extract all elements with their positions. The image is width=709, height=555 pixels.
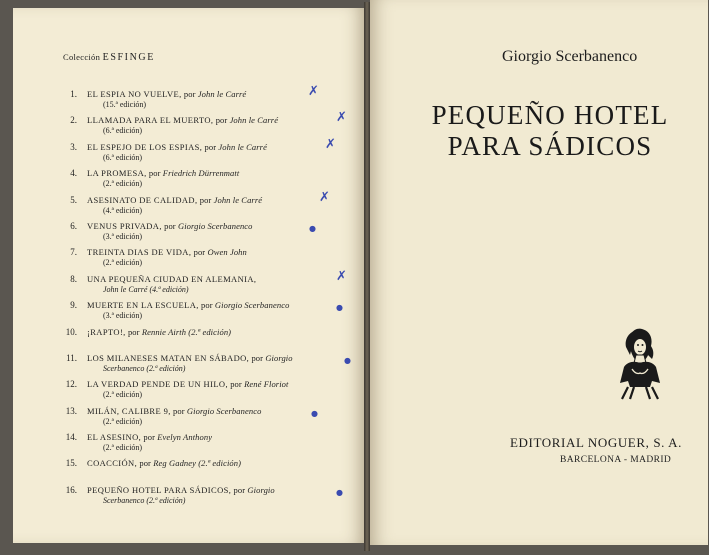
list-item-title-line [87, 353, 293, 363]
collection-name: ESFINGE [102, 52, 155, 63]
list-item-title-line [87, 247, 247, 257]
list-item-edition: Scerbanenco (2.ª edición) [103, 495, 186, 505]
list-item-title: ¡RAPTO!, [87, 326, 126, 337]
list-item-author: Reg Gadney (2.ª edición) [153, 458, 242, 469]
list-item-title: LLAMADA PARA EL MUERTO, [87, 115, 214, 126]
list-item-edition: (2.ª edición) [103, 258, 143, 268]
list-item-edition: (15.ª edición) [103, 100, 147, 109]
list-item-by: por [230, 379, 242, 390]
list-item [57, 300, 357, 326]
list-item-edition: (2.ª edición) [103, 416, 143, 426]
pen-dot-mark: ● [309, 223, 316, 233]
list-item [57, 268, 357, 300]
list-item-number: 9. [70, 300, 77, 311]
list-item-title: EL ASESINO, [87, 432, 142, 443]
pen-check-mark: ✗ [308, 84, 319, 99]
list-item [57, 379, 357, 405]
sphinx-emblem-icon [616, 325, 664, 406]
list-item-by: por [183, 89, 196, 99]
list-item-title-line [87, 142, 267, 152]
list-item-title: LA VERDAD PENDE DE UN HILO, [87, 379, 228, 390]
list-item-number: 7. [70, 247, 77, 258]
list-item-number: 16. [65, 484, 77, 495]
list-item-by: por [215, 115, 228, 126]
list-item-edition: John le Carré (4.ª edición) [103, 284, 189, 294]
list-item-title-line [87, 379, 288, 389]
list-item-edition: (2.ª edición) [103, 443, 143, 453]
pen-check-mark: ✗ [319, 189, 330, 205]
title-page-author: Giorgio Scerbanenco [502, 48, 638, 65]
list-item-number: 4. [70, 168, 77, 179]
list-item-edition: Scerbanenco (2.ª edición) [103, 363, 186, 373]
list-item [57, 485, 357, 511]
list-item-author: Owen John [207, 247, 247, 258]
list-item-title-line [87, 89, 246, 99]
list-item-number: 5. [70, 194, 77, 205]
pen-check-mark: ✗ [336, 110, 347, 126]
list-item-by: por [199, 194, 212, 205]
right-page [370, 0, 708, 545]
list-item [57, 432, 357, 458]
pen-dot-mark: ● [311, 408, 318, 418]
list-item-by: por [143, 432, 156, 443]
list-item-author: Giorgio [265, 352, 293, 363]
list-item-number: 12. [65, 379, 77, 390]
list-item [57, 458, 357, 484]
list-item-title-line [87, 300, 289, 310]
list-item-number: 3. [70, 141, 77, 152]
list-item-edition: (6.ª edición) [103, 126, 143, 136]
list-item-by: por [148, 168, 161, 179]
list-item-by: por [139, 458, 151, 469]
list-item-title-line [87, 327, 231, 337]
list-item [57, 221, 357, 247]
list-item-author: Giorgio Scerbanenco [186, 405, 262, 416]
list-item-title-line [87, 274, 256, 284]
list-item [57, 406, 357, 432]
list-item-title-line [87, 458, 241, 468]
list-item-number: 10. [65, 326, 77, 337]
list-item [57, 136, 357, 168]
list-item-author: John le Carré [218, 141, 267, 152]
book-title [425, 100, 675, 162]
pen-check-mark: ✗ [336, 268, 347, 284]
list-item-by: por [201, 300, 213, 311]
list-item-author: Giorgio Scerbanenco [214, 300, 290, 311]
list-item-title: UNA PEQUEÑA CIUDAD EN ALEMANIA, [87, 273, 257, 284]
book-spread [8, 0, 708, 551]
list-item-author: Rennie Airth (2.ª edición) [141, 326, 232, 337]
list-item-author: Giorgio [247, 484, 275, 495]
list-item-title: PEQUEÑO HOTEL PARA SÁDICOS, [87, 484, 232, 495]
list-item-number: 13. [65, 405, 77, 416]
list-item-number: 11. [66, 352, 77, 363]
list-item-by: por [193, 247, 206, 258]
list-item-by: por [164, 220, 176, 231]
list-item-title: COACCIÓN, [87, 458, 138, 469]
list-item-number: 6. [70, 220, 77, 231]
list-item-title: ASESINATO DE CALIDAD, [87, 194, 198, 205]
book-list [57, 84, 357, 511]
publisher-city: BARCELONA - MADRID [560, 455, 672, 465]
list-item [57, 189, 357, 221]
list-item-number: 1. [70, 89, 77, 99]
list-item-author: John le Carré [229, 115, 279, 126]
list-item-title: MILÁN, CALIBRE 9, [87, 405, 171, 416]
list-item-edition: (2.ª edición) [103, 179, 143, 189]
list-item-title-line [87, 221, 253, 231]
left-page [13, 8, 365, 543]
list-item-author: Evelyn Anthony [157, 432, 213, 443]
list-item-number: 2. [70, 115, 77, 126]
collection-heading [63, 52, 155, 63]
book-title-line2: PARA SÁDICOS [447, 131, 653, 161]
list-item-title: MUERTE EN LA ESCUELA, [87, 300, 199, 311]
list-item-title-line [87, 115, 278, 125]
list-item-author: Giorgio Scerbanenco [177, 220, 253, 231]
publisher-name: EDITORIAL NOGUER, S. A. [510, 435, 682, 450]
pen-dot-mark: ● [344, 355, 351, 365]
list-item-title: LOS MILANESES MATAN EN SÁBADO, [87, 352, 250, 363]
list-item-by: por [251, 352, 264, 363]
list-item-by: por [127, 326, 140, 337]
pen-dot-mark: ● [336, 303, 343, 313]
list-item-title-line [87, 432, 212, 442]
list-item-edition: (2.ª edición) [103, 390, 143, 400]
list-item-title-line [87, 485, 275, 495]
list-item [57, 84, 357, 115]
list-item-edition: (3.ª edición) [103, 231, 143, 241]
list-item-author: John le Carré [213, 194, 263, 205]
list-item-edition: (3.ª edición) [103, 311, 143, 321]
list-item [57, 110, 357, 141]
list-item-by: por [173, 405, 185, 416]
list-item-by: por [233, 484, 246, 495]
list-item-title-line [87, 168, 239, 178]
list-item-by: por [204, 141, 217, 152]
list-item-edition: (6.ª edición) [103, 152, 143, 162]
pen-dot-mark: ● [336, 487, 343, 497]
list-item-number: 14. [65, 432, 77, 443]
list-item-title: LA PROMESA, [87, 168, 147, 179]
list-item-number: 8. [70, 273, 77, 284]
list-item [57, 247, 357, 273]
list-item [57, 168, 357, 194]
list-item [57, 327, 357, 353]
collection-prefix: Colección [63, 52, 101, 62]
list-item-title-line [87, 195, 262, 205]
book-title-line1: PEQUEÑO HOTEL [431, 100, 669, 130]
list-item-number: 15. [65, 458, 77, 469]
pen-check-mark: ✗ [325, 136, 336, 152]
list-item-title-line [87, 406, 261, 416]
list-item [57, 353, 357, 379]
list-item-title: TREINTA DIAS DE VIDA, [87, 247, 192, 258]
list-item-author: Friedrich Dürrenmatt [162, 168, 240, 179]
list-item-edition: (4.ª edición) [103, 205, 143, 215]
list-item-title: EL ESPIA NO VUELVE, [87, 89, 182, 99]
list-item-title: EL ESPEJO DE LOS ESPIAS, [87, 141, 203, 152]
list-item-title: VENUS PRIVADA, [87, 220, 162, 231]
list-item-author: John le Carré [197, 89, 247, 99]
list-item-author: René Floriot [244, 379, 289, 390]
